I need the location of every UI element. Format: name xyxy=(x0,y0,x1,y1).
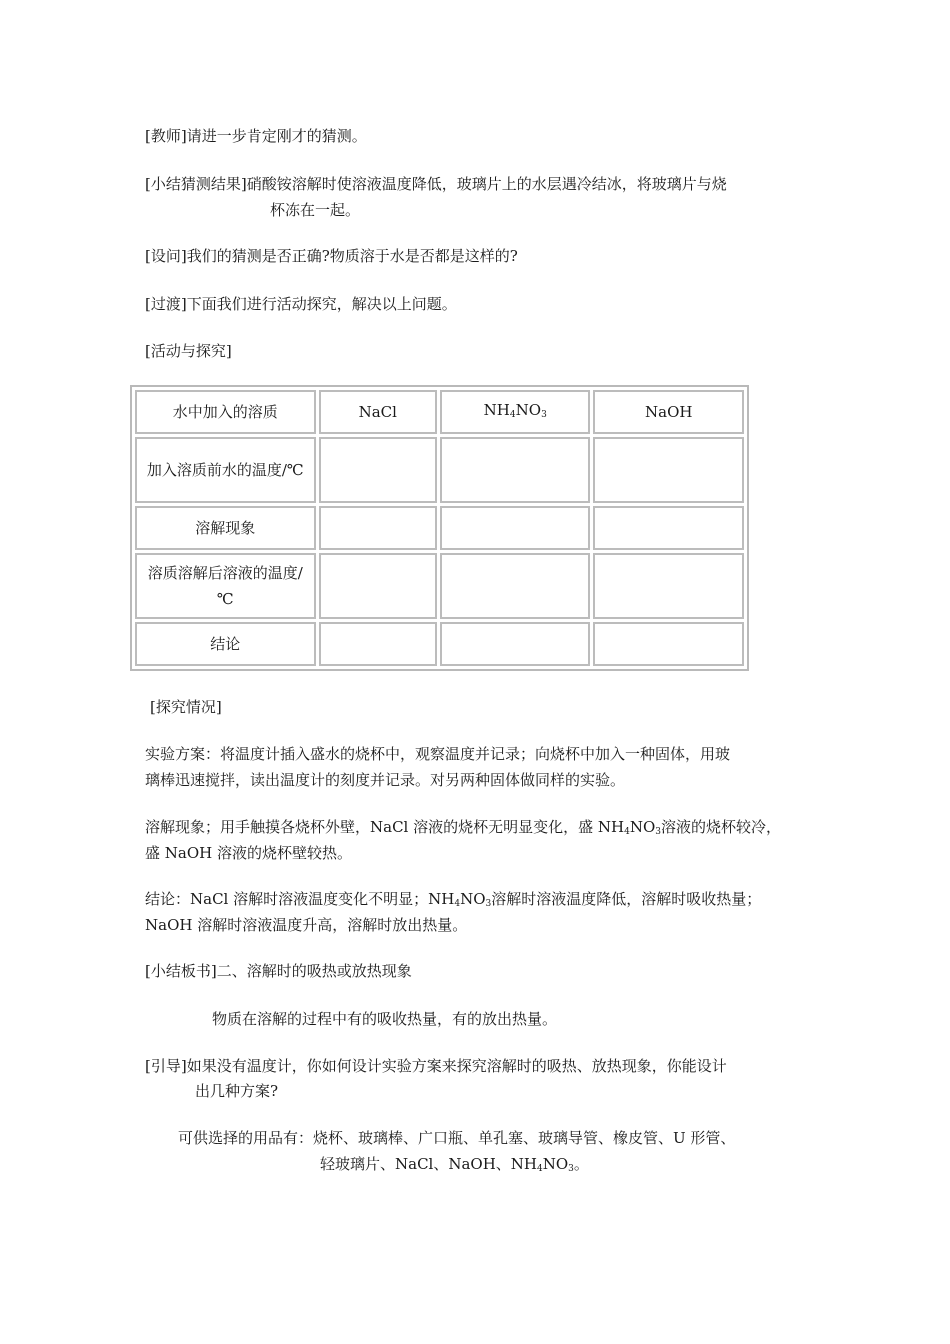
header-nh4no3: $NH_4NO_3$ xyxy=(440,390,591,434)
row-label-conclusion: 结论 xyxy=(135,622,316,666)
transition-line: [过渡]下面我们进行活动探究，解决以上问题。 xyxy=(145,295,457,313)
inquiry-heading: [探究情况] xyxy=(150,698,222,716)
table-cell xyxy=(593,437,744,503)
conclusion-line-2: NaOH 溶解时溶液温度升高，溶解时放出热量。 xyxy=(145,916,468,934)
table-cell xyxy=(440,437,591,503)
phenomenon-line-2: 盛 NaOH 溶液的烧杯壁较热。 xyxy=(145,844,352,862)
table-cell xyxy=(440,622,591,666)
board-summary-line: [小结板书]二、溶解时的吸热或放热现象 xyxy=(145,962,412,980)
header-solute-label: 水中加入的溶质 xyxy=(135,390,316,434)
table-cell xyxy=(593,553,744,619)
guide-line-2: 出几种方案? xyxy=(195,1082,279,1100)
table-row xyxy=(135,437,744,503)
question-line: [设问]我们的猜测是否正确?物质溶于水是否都是这样的? xyxy=(145,247,518,265)
row-label-phenomenon: 溶解现象 xyxy=(135,506,316,550)
table-cell xyxy=(593,622,744,666)
teacher-line: [教师]请进一步肯定刚才的猜测。 xyxy=(145,127,367,145)
row-label-final-temp: 溶质溶解后溶液的温度/℃ xyxy=(135,553,316,619)
materials-line-2: 轻玻璃片、NaCl、NaOH、$NH_4NO_3$。 xyxy=(320,1155,589,1174)
header-naoh: NaOH xyxy=(593,390,744,434)
plan-line-1: 实验方案：将温度计插入盛水的烧杯中，观察温度并记录；向烧杯中加入一种固体，用玻 xyxy=(145,745,731,763)
table-row xyxy=(135,553,744,619)
row-label-initial-temp: 加入溶质前水的温度/℃ xyxy=(135,437,316,503)
table-cell xyxy=(440,553,591,619)
table-cell xyxy=(319,622,437,666)
materials-line-1: 可供选择的用品有：烧杯、玻璃棒、广口瓶、单孔塞、玻璃导管、橡皮管、U 形管、 xyxy=(178,1129,736,1147)
summary-guess-line-2: 杯冻在一起。 xyxy=(270,201,361,219)
activity-heading: [活动与探究] xyxy=(145,342,232,360)
table-cell xyxy=(319,506,437,550)
phenomenon-line-1: 溶解现象；用手触摸各烧杯外壁，NaCl 溶液的烧杯无明显变化，盛 $NH_4NO_3$溶液的烧杯较冷， xyxy=(145,818,782,837)
guide-line-1: [引导]如果没有温度计，你如何设计实验方案来探究溶解时的吸热、放热现象，你能设计 xyxy=(145,1057,727,1075)
header-nacl: NaCl xyxy=(319,390,437,434)
table-cell xyxy=(440,506,591,550)
table-header-row xyxy=(135,390,744,434)
table-row xyxy=(135,506,744,550)
table-cell xyxy=(319,553,437,619)
experiment-table xyxy=(130,385,749,671)
summary-guess-line-1: [小结猜测结果]硝酸铵溶解时使溶液温度降低，玻璃片上的水层遇冷结冰，将玻璃片与烧 xyxy=(145,175,727,193)
table-row xyxy=(135,622,744,666)
plan-line-2: 璃棒迅速搅拌，读出温度计的刻度并记录。对另两种固体做同样的实验。 xyxy=(145,771,626,789)
table-cell xyxy=(319,437,437,503)
conclusion-line-1: 结论：NaCl 溶解时溶液温度变化不明显；$NH_4NO_3$溶解时溶液温度降低，溶解时吸收热量； xyxy=(145,890,762,909)
summary-statement: 物质在溶解的过程中有的吸收热量，有的放出热量。 xyxy=(212,1010,558,1028)
table-cell xyxy=(593,506,744,550)
